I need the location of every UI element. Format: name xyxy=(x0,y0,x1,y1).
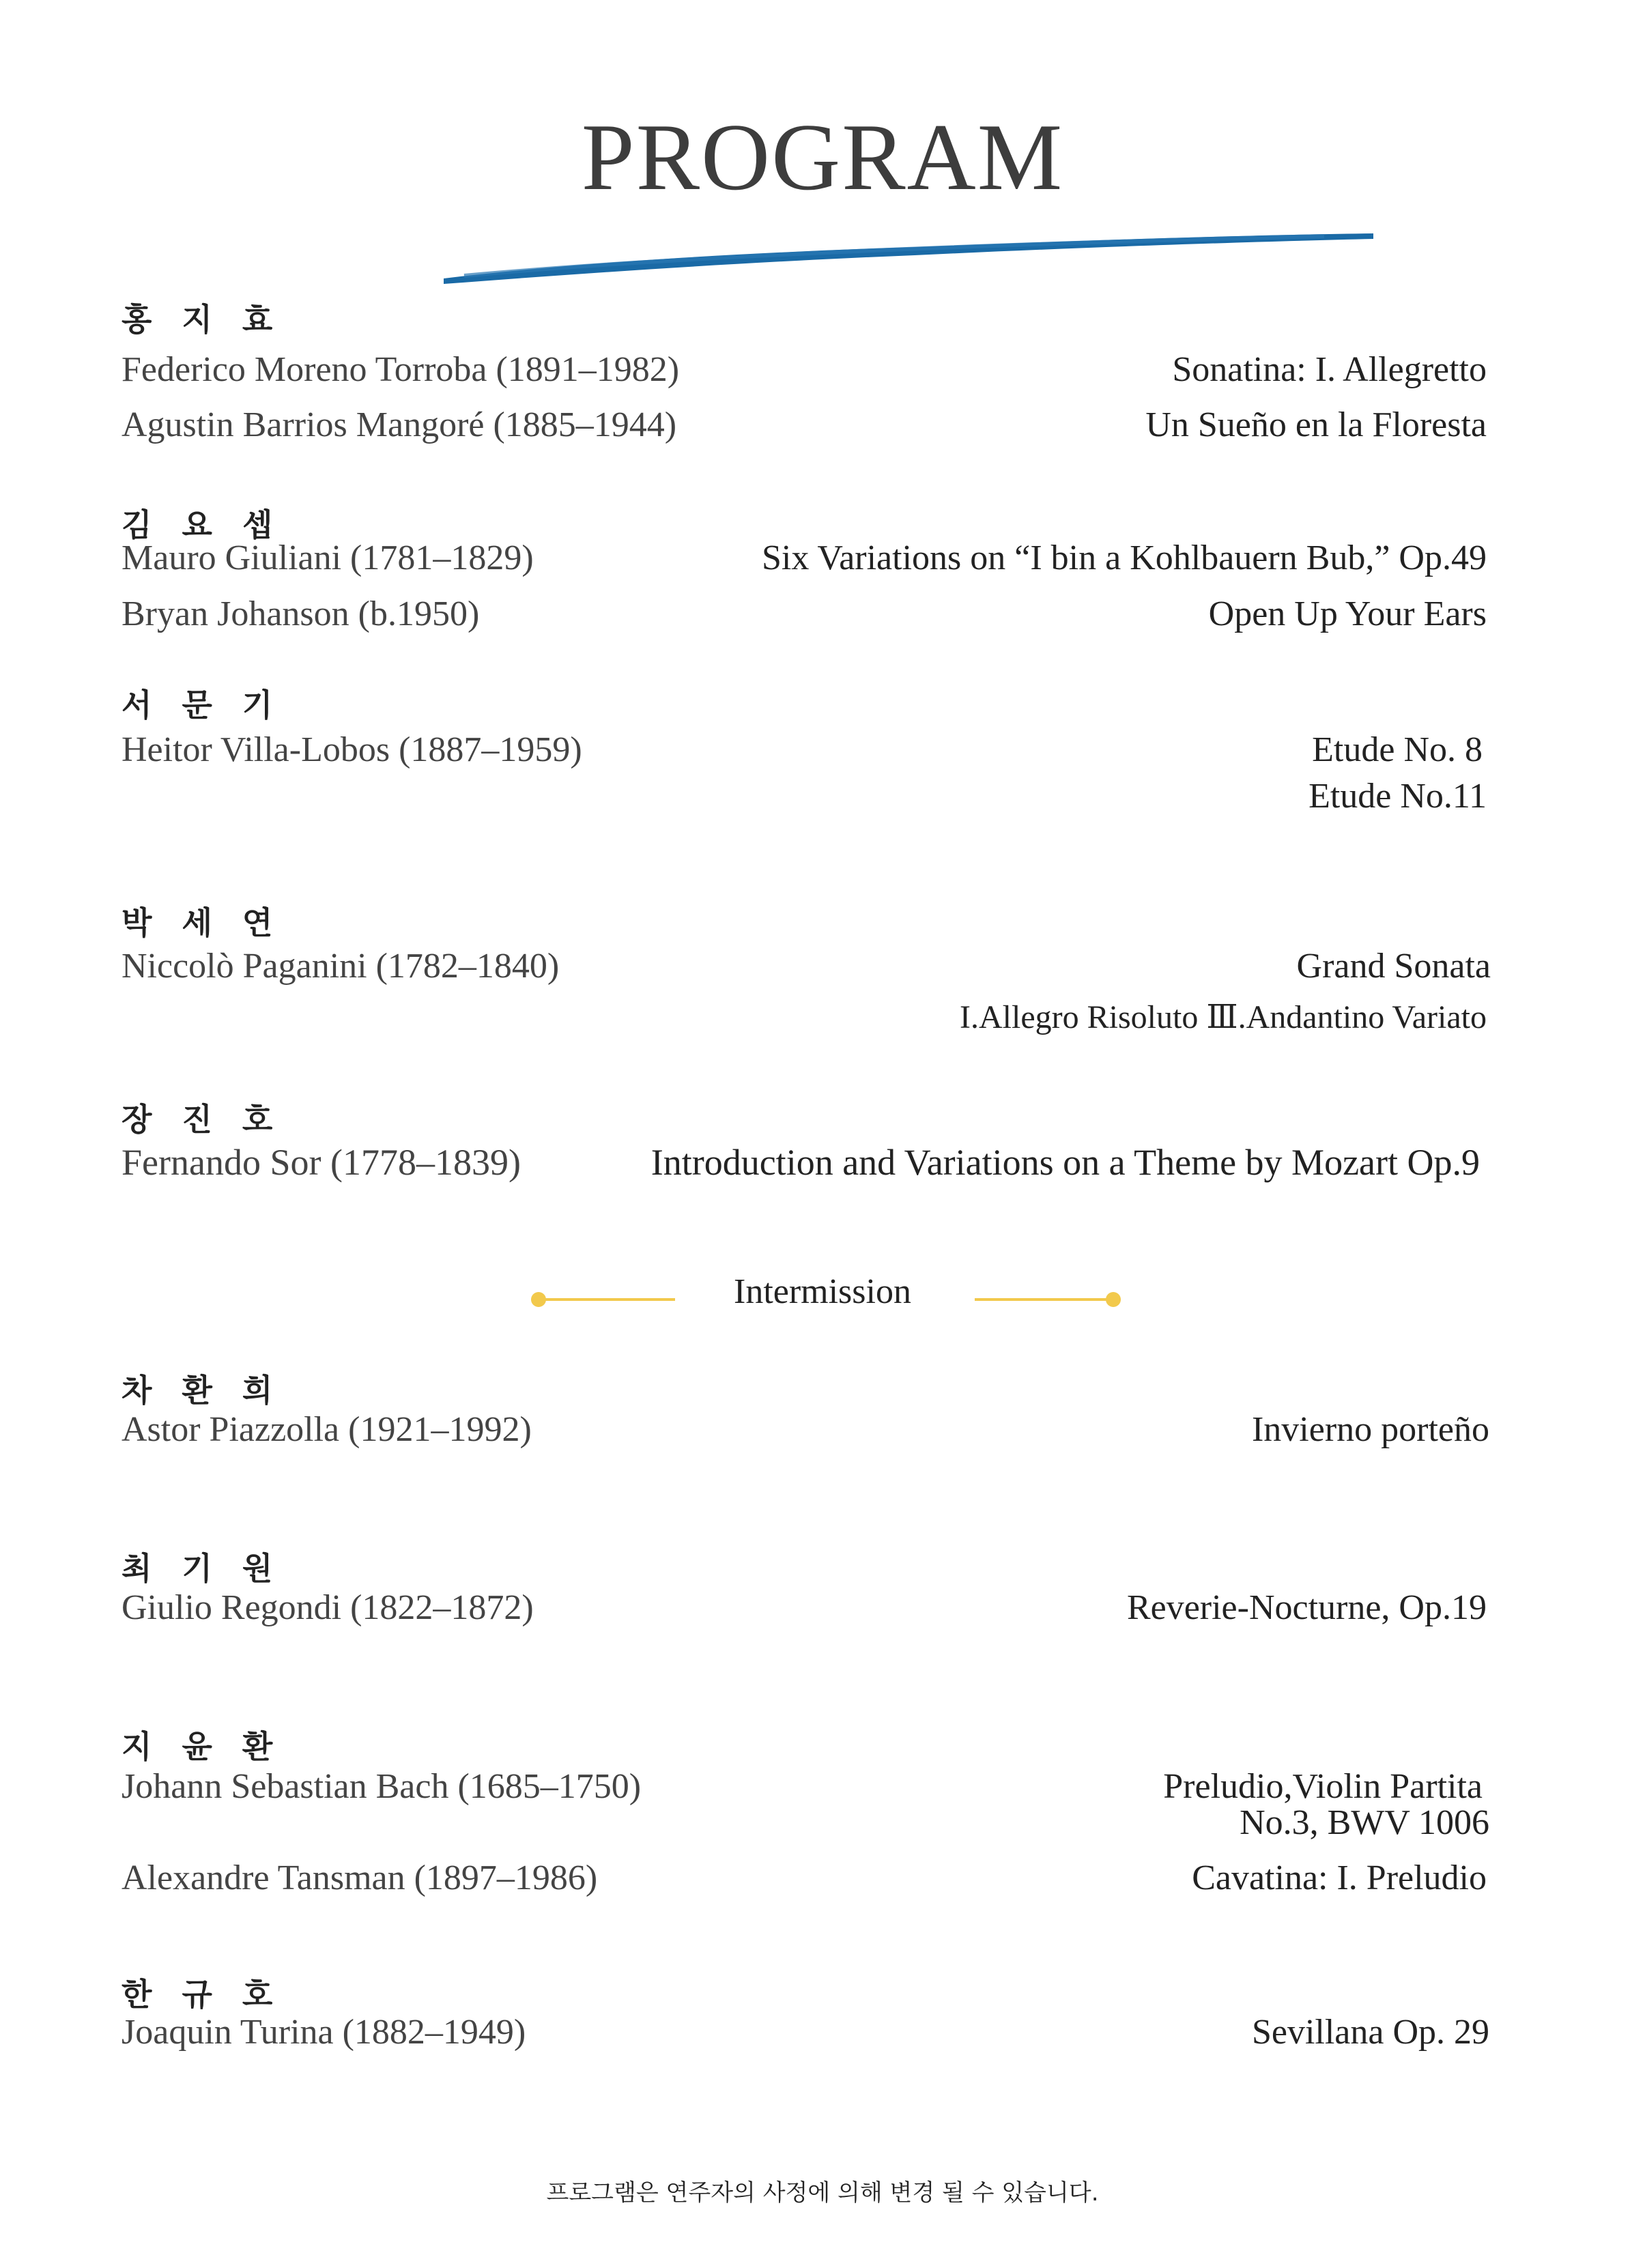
piece-title: Preludio,Violin Partita xyxy=(1163,1767,1483,1806)
piece-title: Grand Sonata xyxy=(1296,947,1491,986)
piece-title: Introduction and Variations on a Theme by Mozart Op.9 xyxy=(650,1142,1480,1183)
composer: Joaquin Turina (1882–1949) xyxy=(121,2013,526,2052)
piece-title: Open Up Your Ears xyxy=(1208,594,1487,633)
piece-title: Invierno porteño xyxy=(1251,1410,1489,1449)
composer: Heitor Villa-Lobos (1887–1959) xyxy=(121,730,582,769)
piece-movements: I.Allegro Risoluto Ⅲ.Andantino Variato xyxy=(960,999,1487,1035)
brush-stroke-decoration xyxy=(437,225,1379,287)
performer-name: 한 규 호 xyxy=(121,1976,283,2013)
composer: Mauro Giuliani (1781–1829) xyxy=(121,539,534,577)
piece-title: No.3, BWV 1006 xyxy=(1240,1803,1489,1842)
composer: Bryan Johanson (b.1950) xyxy=(121,594,480,633)
composer: Fernando Sor (1778–1839) xyxy=(121,1142,521,1183)
composer: Alexandre Tansman (1897–1986) xyxy=(121,1858,598,1897)
performer-name: 장 진 호 xyxy=(121,1101,283,1138)
intermission-label: Intermission xyxy=(734,1272,911,1311)
performer-name: 서 문 기 xyxy=(121,687,283,723)
composer: Niccolò Paganini (1782–1840) xyxy=(121,947,560,986)
performer-name: 최 기 원 xyxy=(121,1550,283,1587)
piece-title: Etude No. 8 xyxy=(1312,730,1483,769)
performer-name: 김 요 셉 xyxy=(121,506,283,543)
performer-name: 차 환 희 xyxy=(121,1372,283,1409)
composer: Giulio Regondi (1822–1872) xyxy=(121,1588,534,1627)
performer-name: 지 윤 환 xyxy=(121,1728,283,1765)
intermission-line-right xyxy=(975,1298,1111,1301)
page-title: PROGRAM xyxy=(581,104,1064,210)
piece-title: Six Variations on “I bin a Kohlbauern Bub,” Op.49 xyxy=(762,539,1487,577)
composer: Federico Moreno Torroba (1891–1982) xyxy=(121,350,680,389)
composer: Johann Sebastian Bach (1685–1750) xyxy=(121,1767,642,1806)
piece-title: Reverie-Nocturne, Op.19 xyxy=(1126,1588,1487,1627)
piece-title: Sevillana Op. 29 xyxy=(1251,2013,1489,2052)
composer: Astor Piazzolla (1921–1992) xyxy=(121,1410,532,1449)
intermission-dot-right xyxy=(1106,1292,1121,1307)
piece-title: Un Sueño en la Floresta xyxy=(1145,405,1487,444)
piece-title: Cavatina: I. Preludio xyxy=(1192,1858,1487,1897)
footer-notice: 프로그램은 연주자의 사정에 의해 변경 될 수 있습니다. xyxy=(546,2179,1099,2207)
composer: Agustin Barrios Mangoré (1885–1944) xyxy=(121,405,677,444)
performer-name: 박 세 연 xyxy=(121,904,283,941)
piece-title: Sonatina: I. Allegretto xyxy=(1172,350,1487,389)
performer-name: 홍 지 효 xyxy=(121,301,283,338)
piece-title: Etude No.11 xyxy=(1308,777,1487,816)
